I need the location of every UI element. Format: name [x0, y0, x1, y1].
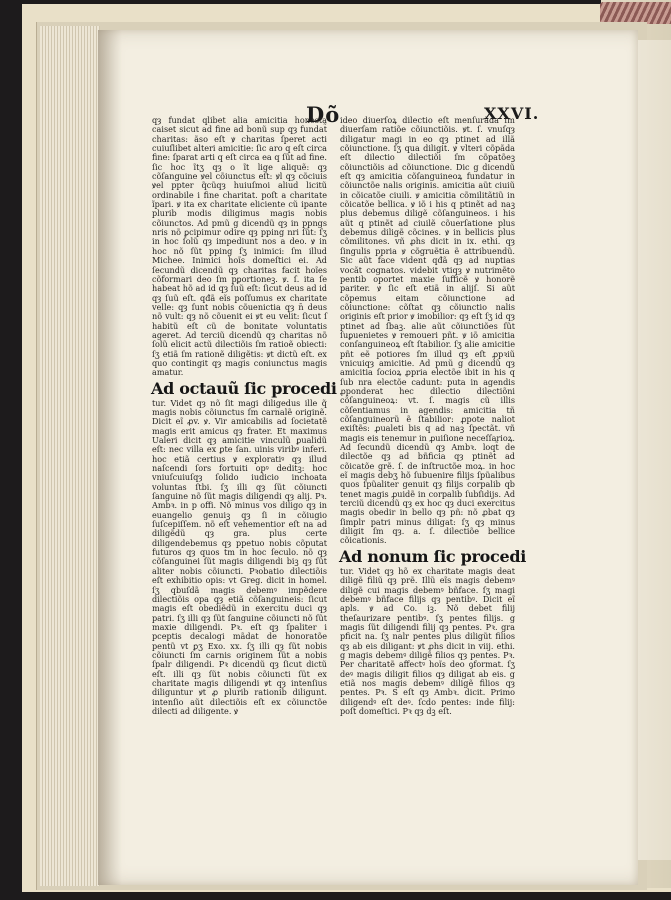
page-edges	[40, 26, 100, 886]
folio-number: XXVI.	[484, 104, 540, 123]
left-text-column	[151, 115, 337, 728]
left-paragraph-1: qȝ fundat qlibet alia amicitia honesta caiset sicut ad fine ad bonũ sup qȝ fundat̃ charitas: ãso eſt ꝟ charitas ſperet acti cuiuſlibet alteri amicitie: ſic aro q eſt circa fine: ſparat arti q eſt circa ea q ſũt ad fine. ſic hoc ĩtʒ qȝ o ĩt lige aliquẽ: qȝ cõſanguine ꝟel cõiunctus eſt: ꝟl qȝ cõciuis ꝟel ppter q̃cũqȝ huiuſmoi aliud licitũ ordinabile i fine charitat. poſt a charitate ĩpari. ꝟ ita ex charitate eliciente cũ ipante plurib modis diligimus magis nobis cõiunctos. Ad pmũ g dicendũ qȝ in ppngs nris nõ ꝑcipimur odire qȝ pping nri ſũt: ſʒ in hoc ſolũ qȝ impediunt nos a deo. ꝟ in hoc nõ ſũt pping ſʒ inimici: ſm illud Michee. Inimici hoĩs domeſtici ei. Ad ſecundũ dicendũ qȝ charitas facit hoĩes cõformari deo ſm pꝑortioneꝫ. ꝟ. ſ. ita ſe habeat hõ ad id qȝ ſuũ eſt: ſicut deus ad id qȝ ſuũ eſt. qđã eĩs poſſumus ex charitate velle: qȝ ſunt nobis cõuenictia qȝ n̄ deus nõ vult: qȝ nõ cõuenit ei ꝟt eu velit: ſicut ſ habitũ eſt cũ de bonitate voluntatis ageret. Ad terciũ dicendũ qȝ charitas nõ ſolũ elicit actũ dilectiõis ſm ratioẽ obiecti: ſʒ etiã ſm rationẽ diligẽtis: ꝟt dictũ eſt. ex quo contingit qȝ magis coniunctus magis amatur.	[152, 115, 327, 378]
bookmark-ribbon	[600, 2, 671, 24]
right-text-column	[339, 115, 526, 716]
running-head: Dõ	[306, 102, 341, 127]
right-paragraph-2: tur. Videt qȝ hõ ex charitate magis deat diligẽ filiũ qȝ prẽ. Illũ eĩs magis debemꝰ diligẽ cui magis debemꝰ bñface. ſʒ magi debemꝰ bñface filijs qȝ pentibꝰ. Dicit eĩ apls. ꝟ ad Co. iꝫ. Nõ debet filij theſaurizare pentibꝰ. ſʒ pentes filijs. g magis ſũt diligendi filij qȝ pentes. Pꝛ. gra pficit na. ſʒ nalr pentes plus diligũt filios qȝ ab eis diligant: ꝟt ꝓhs dicit in viij. ethi. g magis debemꝰ diligẽ filios qȝ pentes. Pꝛ. Per charitatẽ affectꝰ hoĩs deo ꝯformat. ſʒ deꝰ magis diligit filios qȝ diligat ab eis. g etiã nos magis debemꝰ diligẽ filios qȝ pentes. Pꝛ. S eſt qȝ Ambꝛ. dicit. Primo diligendꝰ eſt deꝰ. ſcdo pentes: inde filij: poſt domeſtici. Pꝛ qȝ dꝫ eſt.	[340, 565, 515, 716]
right-article-heading: Ad nonum ſic procedi	[339, 546, 526, 566]
right-paragraph-1: ideo diuerſoꝝ dilectio eſt menſurãda ſm diuerſam ratiõe cõiunctiõis. ꝟt. ſ. vnuſqȝ diligatur magi in eo qȝ ptinet ad illã cõiunctione. ſʒ qua diligit. ꝟ vlteri cõpãda eſt dilectio dilectiõi ſm cõpatõeꝫ cõiunctiõis ad cõiunctione. Dic g dicendũ eſt qȝ amicitia cõſanguineoꝝ fundatur in cõiunctõe nalis originis. amicitia aũt ciuiũ in cõicatõe ciuili. ꝟ amicitia cõmilitãtiũ in cõicatõe bellica. ꝟ iõ i his q ptinẽt ad naꝫ plus debemus diligẽ cõſanguineos. i his aũt q ptinẽt ad ciuilẽ cõuerſatione plus debemus diligẽ cõcines. ꝟ in bellicis plus cõmilitones. vñ ꝓhs dicit in ix. ethi. qȝ ſingulis ppria ꝟ cõgruẽtia ẽ attribuendũ. Sic aũt face vident qđã qȝ ad nuptias vocãt cognatos. videbit vtiqȝ ꝟ nutrimẽto pentib oportet maxie ſufficẽ ꝟ honorẽ pariter. ꝟ ſic eſt etiã in alijſ. Si aũt cõpemus eitam cõiunctione ad cõiunctione: cõſtat qȝ cõiunctio nalis originis eſt prior ꝟ imobilior: qȝ eſt ſʒ id qȝ ptinet ad ſbaꝫ. alie aũt cõiunctiões ſũt ſuꝑuenietes ꝟ remoueri pñt. ꝟ iõ amicitia conſanguineoꝝ eſt ſtabilior. ſʒ alie amicitie pñt eẽ potiores ſm illud qȝ eſt ꝓpꝛiũ vnicuiqȝ amicitie. Ad pmũ g dicendũ qȝ amicitia ſocioꝝ ꝓpria electõe ibit in his q ſub nra electõe cadunt: puta in agendis ꝓponderat hec dilectio dilectiõni cõſanguineoꝝ: vt. ſ. magis cũ illis cõſentiamus in agendis: amicitia tñ cõſanguineorũ ẽ ſtabilior: ꝓpote naliot exiſtẽs: ꝓualeti bis q ad naꝫ ſpectãt. vñ magis eis tenemur in ꝓuiſione neceſſarioꝝ. Ad ſecundũ dicendũ qȝ Ambꝛ. loqt̃ de dilectõe qȝ ad bñficia qȝ ptinẽt ad cõicatõe grẽ. ſ. de inſtructõe moꝝ. in hoc eĩ magis debʒ hõ ſubuenire filijs ſpũalibus quos ſpũaliter genuit qȝ filijs corpalib qb tenet magis ꝓuidẽ in corpalib ſubſidijs. Ad terciũ dicendũ qȝ ex hoc qȝ duci exercitus magis obedir in bello qȝ pñ: nõ ꝓbat qȝ ſimplr patri minus diligat: ſʒ qȝ minus diligit ſm qȝ. a. ſ. dilectiõe bellice cõicationis.	[340, 115, 515, 546]
left-paragraph-2: tur. Videt qȝ nõ ſit magi diligedus ille q̃ magis nobis cõiunctus ſm carnalẽ originẽ. Dicit eĩ ꝓv. ꝟ. Vir amicabilis ad ſocietatẽ magis erit amicus qȝ frater. Et maximus Ualeri dicit qȝ amicitie vinculũ ꝑualidũ eſt: nec villa ex ꝑte ſan. uinis viribꝰ inferi. hoc etiã certius ꝟ exploratiꝰ qȝ illud naſcendi ſors fortuiti opꝰ deditꝫ: hoc vniuſcuiuſqȝ ſolido iudicio inchoata voluntas ſtbi. ſʒ illi qȝ ſũt cõiuncti ſanguine nõ ſũt magis diligendi qȝ alij. Pꝛ. Ambꝛ. in p offi. Nõ minus vos diligo qȝ in euangelio genuiꝫ qȝ ſi in cõiugio ſuſcepiſſem. nõ eſt vehementior eſt na ad diligẽdũ qȝ gra. plus certe diligendebemus qȝ ppetuo nobis cõputat futuros qȝ quos tm in hoc ſeculo. nõ qȝ cõſanguinei ſũt magis diligendi biꝫ qȝ ſũt aliter nobis cõiuncti. Pꝛobatio dilectiõis eſt exhibitio opis: vt Greg. dicit in homel. ſʒ qbuſdã magis debemꝰ impẽdere dilectiõis opa qȝ etiã cõſanguineis: ſicut magis eſt obediẽdũ in exercitu duci qȝ patri. ſʒ illi qȝ ſũt ſanguine cõiuncti nõ ſũt maxie diligendi. Pꝛ. eſt qȝ ſpaliter i pceptis decalogi mãdat de honoratõe pentũ vt ꝑʒ Exo. xx. ſʒ illi qȝ ſũt nobis cõiuncti ſm carnis originem ſũt a nobis ſpalr diligendi. Pꝛ dicendũ qȝ ſicut dictũ eſt. illi qȝ ſũt nobis cõiuncti ſũt ex charitate magis diligendi ꝟt qȝ intenſius diliguntur ꝟt ꝓ plurib rationib diligunt. intenſio aũt dilectiõis eſt ex cõiunctõe dilecti ad diligente. ꝟ	[152, 397, 327, 716]
spine-shadow	[98, 30, 122, 885]
left-article-heading: Ad octauũ ſic procedi	[151, 378, 337, 398]
